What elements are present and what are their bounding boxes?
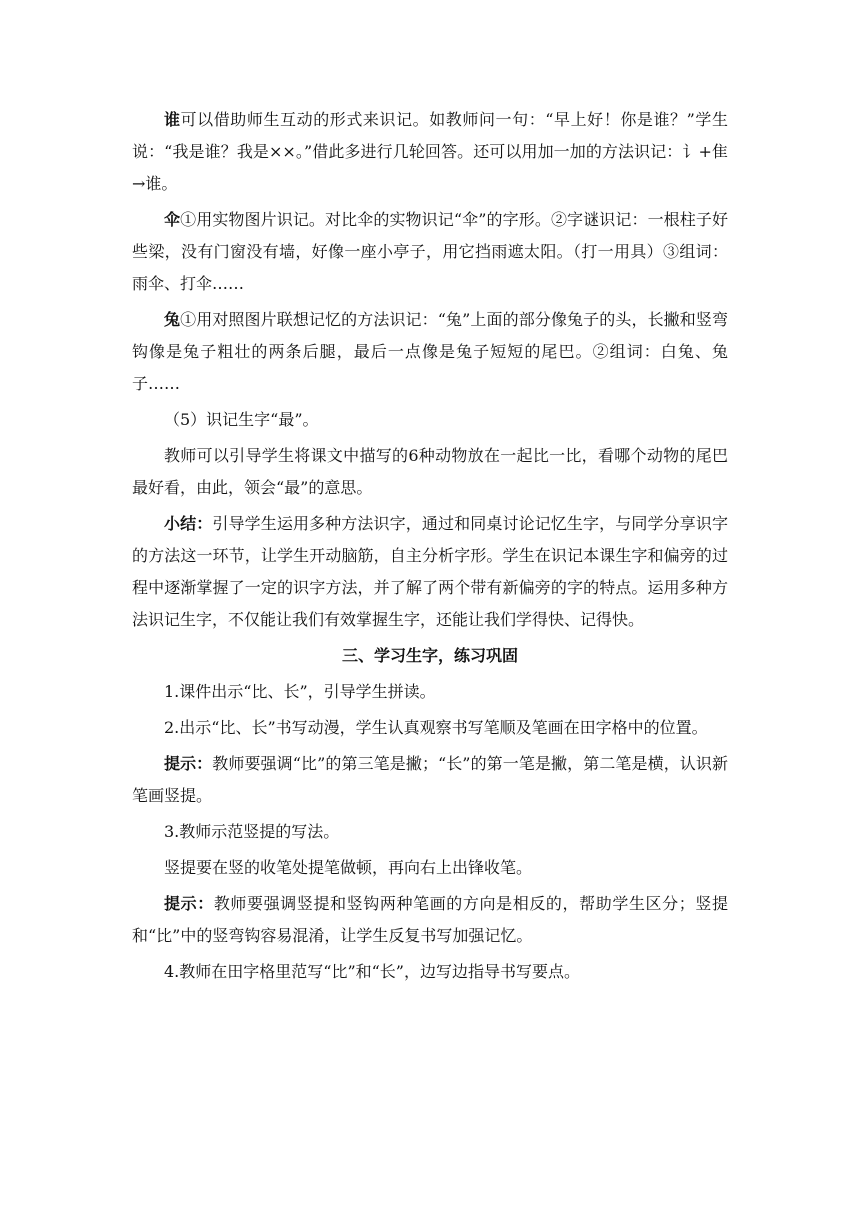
paragraph-zui-body: 教师可以引导学生将课文中描写的6种动物放在一起比一比，看哪个动物的尾巴最好看，由此，领会“最”的意思。 xyxy=(132,446,728,497)
paragraph-text: 可以借助师生互动的形式来识记。如教师问一句：“早上好！你是谁？”学生说：“我是谁？我是××。”借此多进行几轮回答。还可以用加一加的方法识记：讠+隹→谁。 xyxy=(132,110,728,193)
lead-char-tu: 兔 xyxy=(164,310,181,329)
paragraph-summary xyxy=(132,508,728,636)
paragraph-tu xyxy=(132,304,728,400)
paragraph-zui-heading: （5）识记生字“最”。 xyxy=(164,410,319,429)
paragraph-shui xyxy=(132,104,728,200)
paragraph-text: 教师要强调“比”的第三笔是撇；“长”的第一笔是撇，第二笔是横，认识新笔画竖提。 xyxy=(132,754,728,805)
paragraph-step-3: 3.教师示范竖提的写法。 xyxy=(164,822,340,841)
paragraph-san xyxy=(132,204,728,300)
tip-label: 提示： xyxy=(164,754,213,773)
paragraph-step-4: 4.教师在田字格里范写“比”和“长”，边写边指导书写要点。 xyxy=(164,962,580,981)
paragraph-step-1: 1.课件出示“比、长”，引导学生拼读。 xyxy=(164,682,436,701)
paragraph-step-2: 2.出示“比、长”书写动漫，学生认真观察书写笔顺及笔画在田字格中的位置。 xyxy=(164,718,708,737)
paragraph-shuti-desc: 竖提要在竖的收笔处提笔做顿，再向右上出锋收笔。 xyxy=(164,858,533,877)
paragraph-text: ①用对照图片联想记忆的方法识记：“兔”上面的部分像兔子的头，长撇和竖弯钩像是兔子粗壮的两条后腿，最后一点像是兔子短短的尾巴。②组词：白兔、兔子…… xyxy=(132,310,728,393)
paragraph-tip-2 xyxy=(132,888,728,952)
paragraph-text: 引导学生运用多种方法识字，通过和同桌讨论记忆生字，与同学分享识字的方法这一环节，让学生开动脑筋，自主分析字形。学生在识记本课生字和偏旁的过程中逐渐掌握了一定的识字方法，并了解了两个带有新偏旁的字的特点。运用多种方法识记生字，不仅能让我们有效掌握生字，还能让我们学得快、记得快。 xyxy=(132,514,728,629)
paragraph-text: 教师要强调竖提和竖钩两种笔画的方向是相反的，帮助学生区分；竖提和“比”中的竖弯钩容易混淆，让学生反复书写加强记忆。 xyxy=(132,894,728,945)
section-title: 三、学习生字，练习巩固 xyxy=(341,646,518,665)
lead-char-san: 伞 xyxy=(164,210,181,229)
document-page xyxy=(132,104,728,992)
summary-label: 小结： xyxy=(164,514,213,533)
tip-label: 提示： xyxy=(164,894,214,913)
paragraph-text: ①用实物图片识记。对比伞的实物识记“伞”的字形。②字谜识记：一根柱子好些梁，没有门窗没有墙，好像一座小亭子，用它挡雨遮太阳。（打一用具）③组词：雨伞、打伞…… xyxy=(132,210,728,293)
paragraph-tip-1 xyxy=(132,748,728,812)
lead-char-shui: 谁 xyxy=(164,110,181,129)
